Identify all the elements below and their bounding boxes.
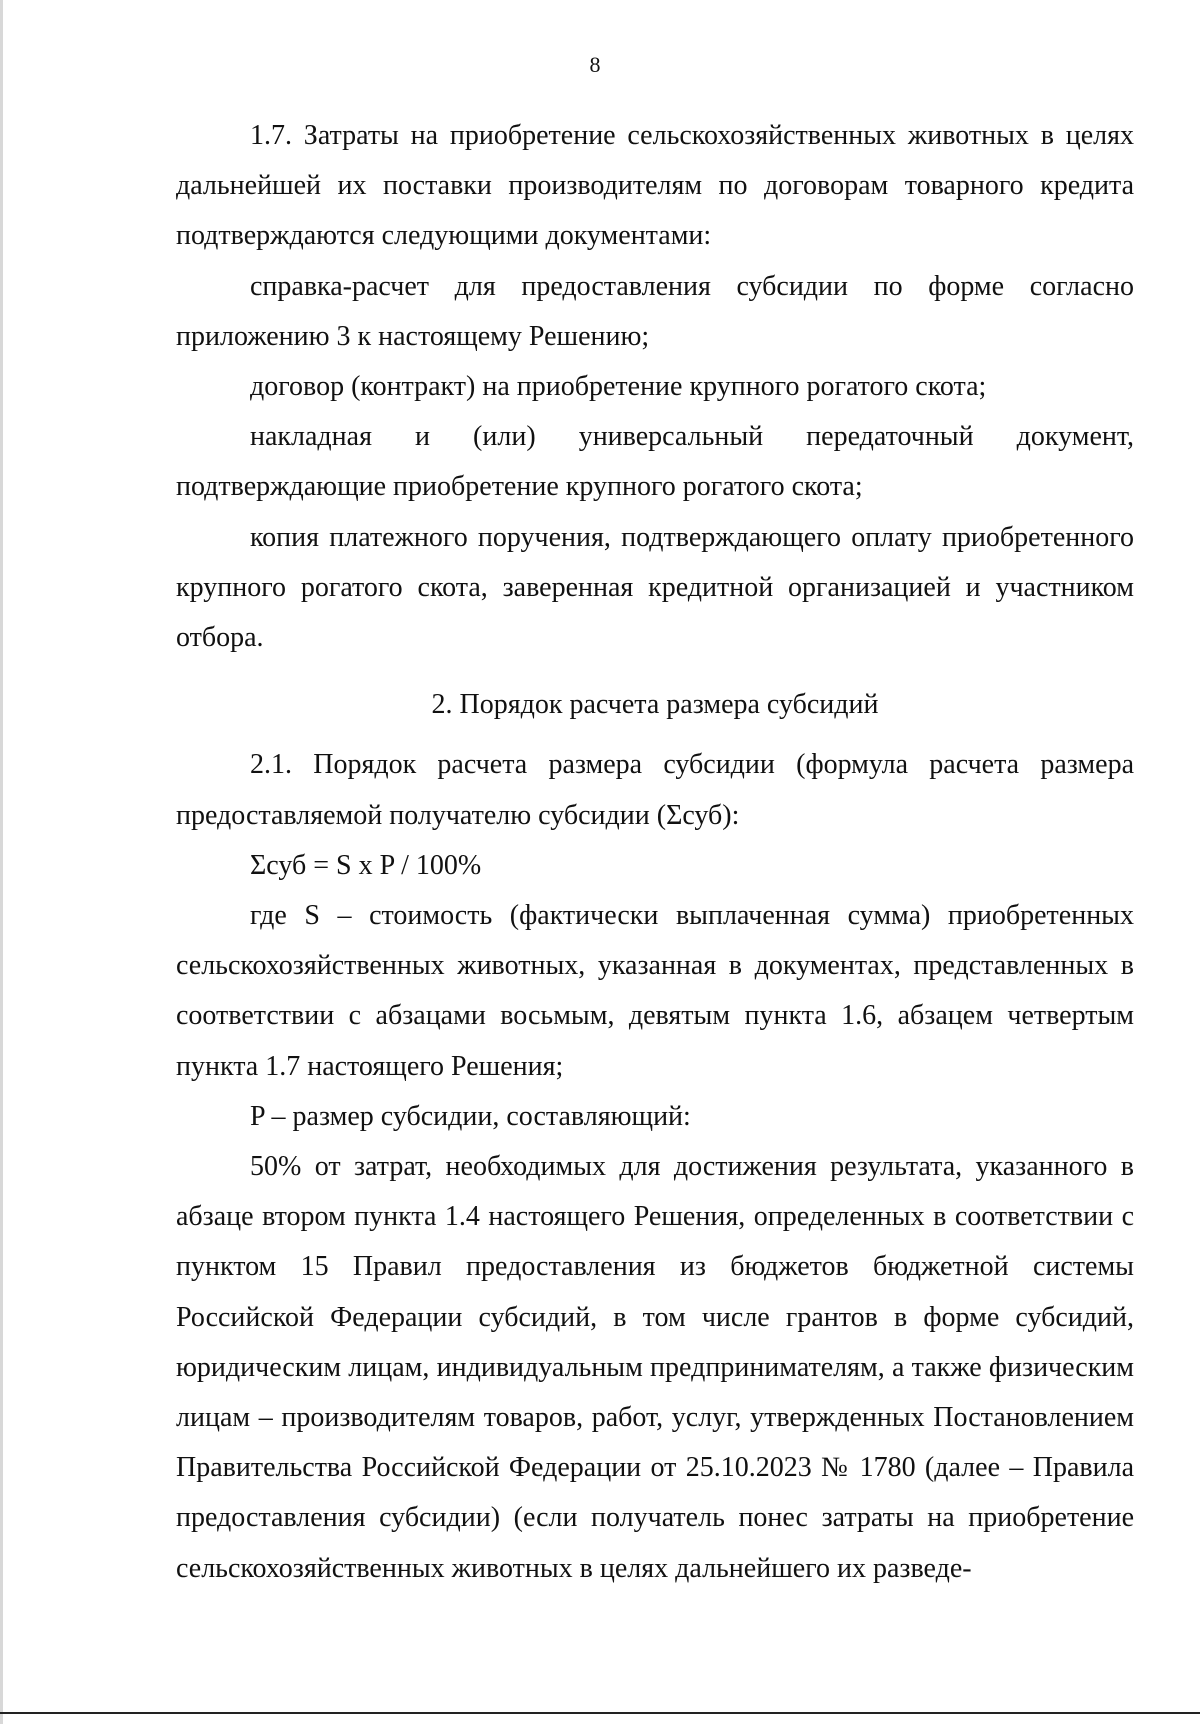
document-body: [176, 111, 1134, 1594]
paragraph-where-s: где S – стоимость (фактически выплаченная сумма) приобретенных сельскохозяйственных животных, указанная в документах, представленных в соответствии с абзацами восьмым, девятым пункта 1.6, абзацем четвертым пункта 1.7 настоящего Решения;: [176, 900, 1134, 1082]
subsidy-formula: Σсуб = S x P / 100%: [250, 849, 482, 881]
page-number: 8: [589, 52, 601, 77]
paragraph-fifty-percent: 50% от затрат, необходимых для достижения результата, указанного в абзаце втором пункта 1.4 настоящего Решения, определенных в соответствии с пунктом 15 Правил предоставления из бюджетов бюджетной системы Российской Федерации субсидий, в том числе грантов в форме субсидий, юридическим лицам, индивидуальным предпринимателям, а также физическим лицам – производителям товаров, работ, услуг, утвержденных Постановлением Правительства Российской Федерации от 25.10.2023 № 1780 (далее – Правила предоставления субсидии) (если получатель понес затраты на приобретение сельскохозяйственных животных в целях дальнейшего их разведе-: [176, 1151, 1134, 1584]
scan-left-edge: [0, 0, 3, 1724]
paragraph-2-1: 2.1. Порядок расчета размера субсидии (формула расчета размера предоставляемой получателю субсидии (Σсуб):: [176, 749, 1134, 831]
paragraph-invoice: накладная и (или) универсальный передаточный документ, подтверждающие приобретение крупного рогатого скота;: [176, 421, 1134, 503]
paragraph-payment-order: копия платежного поручения, подтверждающего оплату приобретенного крупного рогатого скота, заверенная кредитной организацией и участником отбора.: [176, 521, 1134, 654]
paragraph-contract: договор (контракт) на приобретение крупного рогатого скота;: [250, 371, 987, 403]
paragraph-p-definition: P – размер субсидии, составляющий:: [250, 1100, 691, 1132]
paragraph-certificate: справка-расчет для предоставления субсидии по форме согласно приложению 3 к настоящему Решению;: [176, 270, 1134, 352]
page-bottom-border: [0, 1712, 1200, 1714]
section-heading: 2. Порядок расчета размера субсидий: [431, 689, 879, 721]
paragraph-1-7: 1.7. Затраты на приобретение сельскохозяйственных животных в целях дальнейшей их поставки производителям по договорам товарного кредита подтверждаются следующими документами:: [176, 120, 1134, 252]
